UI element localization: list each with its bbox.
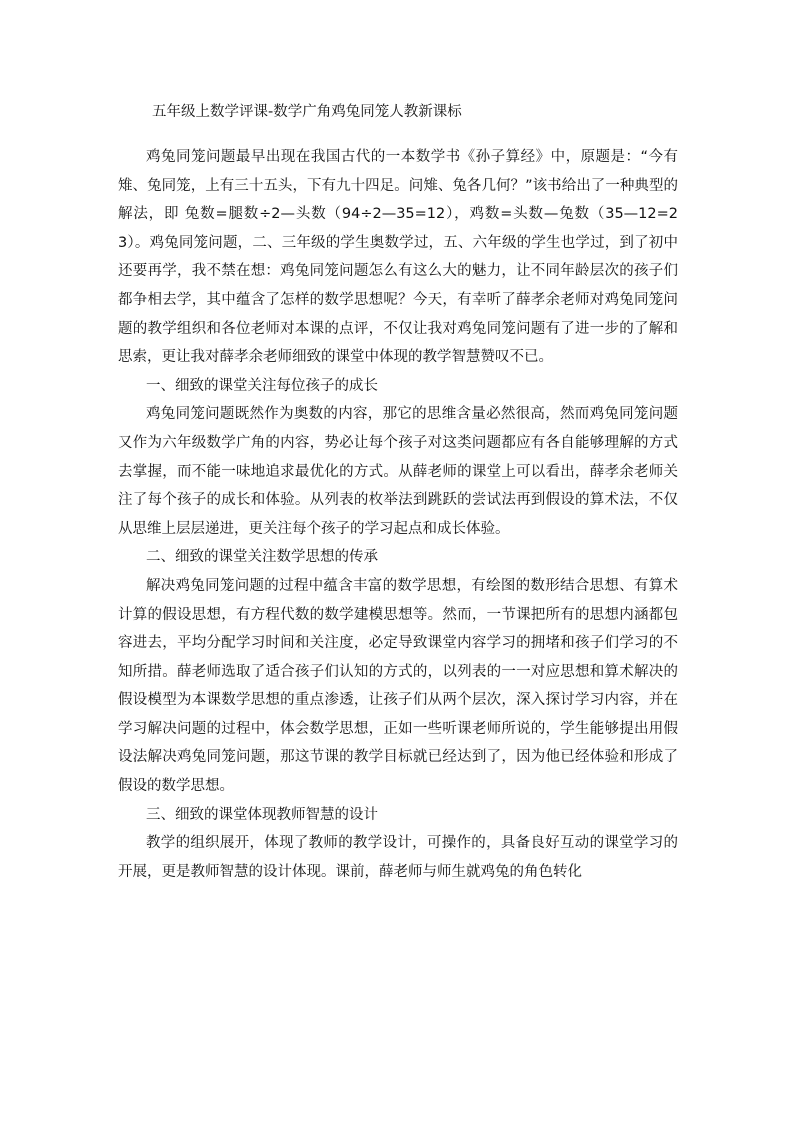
document-title: 五年级上数学评课-数学广角鸡兔同笼人教新课标 (152, 104, 462, 120)
section-heading-1: 一、细致的课堂关注每位孩子的成长 (146, 377, 378, 394)
section-3-paragraph: 教学的组织展开，体现了教师的教学设计，可操作的，具备良好互动的课堂学习的开展，更是教师智慧的设计体现。课前，薛老师与师生就鸡兔的角色转化 (118, 835, 678, 880)
section-1-paragraph: 鸡兔同笼问题既然作为奥数的内容，那它的思维含量必然很高，然而鸡兔同笼问题又作为六年级数学广角的内容，势必让每个孩子对这类问题都应有各自能够理解的方式去掌握，而不能一味地追求最优化的方式。从薛老师的课堂上可以看出，薛孝余老师关注了每个孩子的成长和体验。从列表的枚举法到跳跃的尝试法再到假设的算术法，不仅从思维上层层递进，更关注每个孩子的学习起点和成长体验。 (118, 406, 678, 537)
intro-paragraph: 鸡兔同笼问题最早出现在我国古代的一本数学书《孙子算经》中，原题是：“今有雉、兔同笼，上有三十五头，下有九十四足。问雉、兔各几何？”该书给出了一种典型的解法，即 兔数=腿数÷2—头数（94÷2—35=12），鸡数=头数—兔数（35—12=23）。鸡兔同笼问题，二、三年级的学生奥数学过，五、六年级的学生也学过，到了初中还要再学，我不禁在想：鸡兔同笼问题怎么有这么大的魅力，让不同年龄层次的孩子们都争相去学，其中蕴含了怎样的数学思想呢？今天，有幸听了薛孝余老师对鸡兔同笼问题的教学组织和各位老师对本课的点评，不仅让我对鸡兔同笼问题有了进一步的了解和思索，更让我对薛孝余老师细致的课堂中体现的教学智慧赞叹不已。 (118, 149, 678, 366)
section-heading-2: 二、细致的课堂关注数学思想的传承 (146, 549, 378, 566)
document-body (118, 102, 678, 886)
section-2-paragraph: 解决鸡兔同笼问题的过程中蕴含丰富的数学思想，有绘图的数形结合思想、有算术计算的假设思想，有方程代数的数学建模思想等。然而，一节课把所有的思想内涵都包容进去，平均分配学习时间和关注度，必定导致课堂内容学习的拥堵和孩子们学习的不知所措。薛老师选取了适合孩子们认知的方式的，以列表的一一对应思想和算术解决的假设模型为本课数学思想的重点渗透，让孩子们从两个层次，深入探讨学习内容，并在学习解决问题的过程中，体会数学思想，正如一些听课老师所说的，学生能够提出用假设法解决鸡兔同笼问题，那这节课的教学目标就已经达到了，因为他已经体验和形成了假设的数学思想。 (118, 577, 678, 795)
section-heading-3: 三、细致的课堂体现教师智慧的设计 (146, 806, 378, 823)
